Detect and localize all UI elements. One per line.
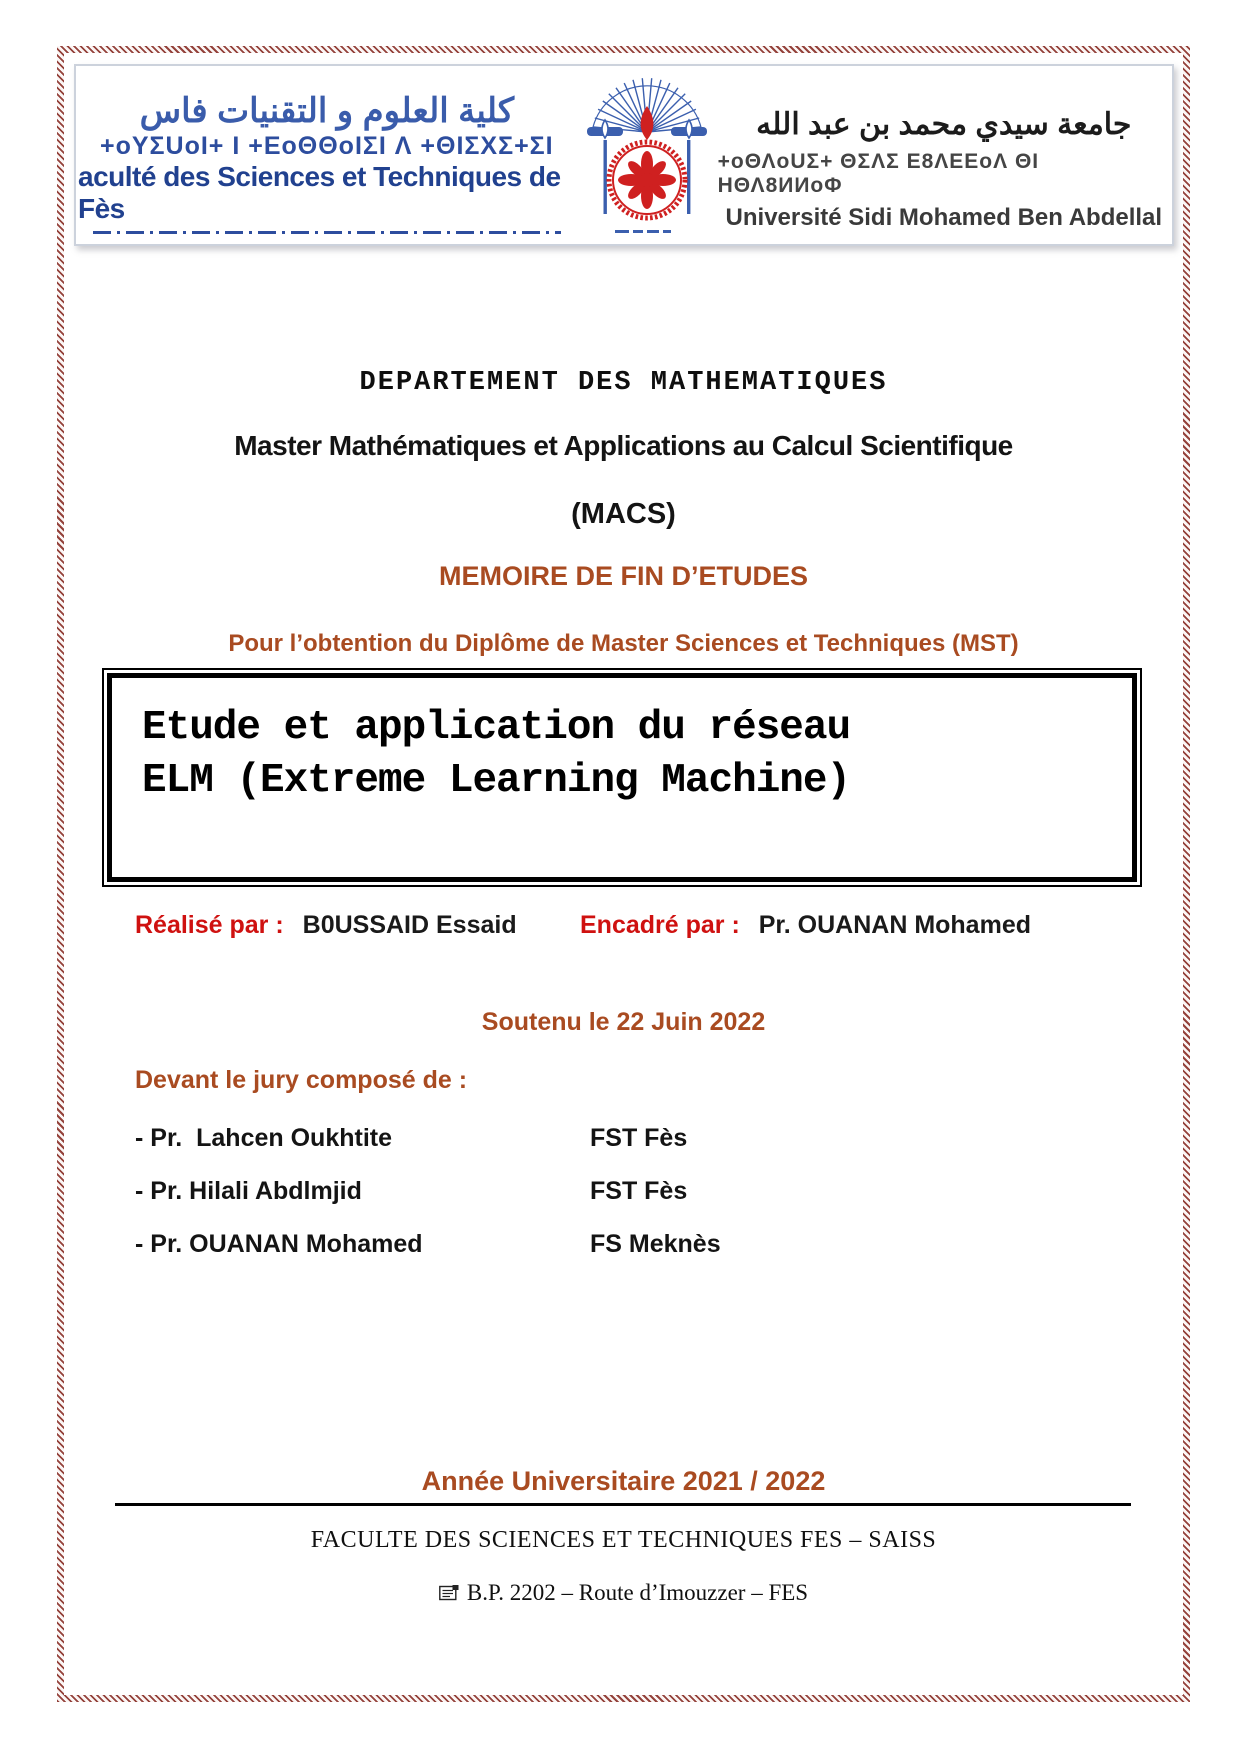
obtention-line: Pour l’obtention du Diplôme de Master Sciences et Techniques (MST) — [228, 630, 1019, 657]
defense-date: Soutenu le 22 Juin 2022 — [481, 1007, 766, 1036]
faculty-name-arabic: كلية العلوم و التقنيات فاس — [139, 92, 515, 130]
jury-row — [135, 1177, 1183, 1206]
university-block — [718, 70, 1170, 240]
realise-label: Réalisé par : — [135, 910, 284, 939]
university-name-arabic: جامعة سيدي محمد بن عبد الله — [756, 108, 1132, 141]
author-name: B0USSAID Essaid — [302, 910, 517, 939]
jury-row — [135, 1124, 1183, 1153]
university-seal-icon — [581, 68, 713, 240]
program-acronym: (MACS) — [571, 498, 676, 530]
jury-member-name: - Pr. Hilali Abdlmjid — [135, 1176, 362, 1205]
university-name-french: Université Sidi Mohamed Ben Abdellal — [725, 204, 1163, 231]
jury-list — [135, 1124, 1183, 1259]
department-title: DEPARTEMENT DES MATHEMATIQUES — [359, 368, 888, 398]
master-program: Master Mathématiques et Applications au Calcul Scientifique — [234, 430, 1013, 461]
author-line — [135, 911, 580, 940]
supervisor-name: Pr. OUANAN Mohamed — [758, 910, 1031, 939]
university-emblem — [576, 70, 718, 240]
memoire-heading: MEMOIRE DE FIN D’ETUDES — [438, 561, 809, 591]
address-line — [64, 1580, 1183, 1606]
encadre-label: Encadré par : — [580, 910, 740, 939]
faculty-name-tifinagh: +oYΣUoI+ I +ΕoΘΘoIΣI Λ +ΘIΣXΣ+ΣI — [99, 132, 554, 160]
jury-member-institution: FST Fès — [590, 1123, 688, 1152]
address-text: B.P. 2202 – Route d’Imouzzer – FES — [466, 1579, 809, 1605]
page-border — [57, 46, 1190, 1702]
faculty-name-french: aculté des Sciences et Techniques de Fès — [78, 161, 561, 224]
jury-member-institution: FST Fès — [590, 1176, 688, 1205]
thesis-cover-page — [64, 53, 1183, 1695]
jury-member-name: - Pr. Lahcen Oukhtite — [135, 1123, 392, 1152]
thesis-title-line2: ELM (Extreme Learning Machine) — [142, 758, 851, 805]
thesis-title — [107, 673, 1137, 882]
mail-icon — [439, 1585, 459, 1601]
thesis-title-line1: Etude et application du réseau — [142, 705, 851, 751]
supervisor-line — [580, 911, 1031, 940]
university-name-tifinagh: +oΘΛoUΣ+ ΘΣΛΣ Ε8ΛΕΕoΛ ΘI ΗΘΛ8ИИoΦ — [717, 150, 1040, 197]
jury-heading: Devant le jury composé de : — [135, 1065, 468, 1094]
footer-divider — [115, 1503, 1131, 1506]
university-header — [74, 64, 1174, 246]
faculty-block — [78, 70, 576, 240]
jury-member-institution: FS Meknès — [590, 1229, 721, 1258]
academic-year: Année Universitaire 2021 / 2022 — [421, 1465, 826, 1496]
jury-member-name: - Pr. OUANAN Mohamed — [135, 1229, 423, 1258]
thesis-title-box — [102, 668, 1142, 887]
jury-row — [135, 1230, 1183, 1259]
dash-dot-divider — [93, 231, 561, 234]
faculty-footer: FACULTE DES SCIENCES ET TECHNIQUES FES – SAISS — [310, 1526, 937, 1553]
byline — [135, 911, 1163, 940]
